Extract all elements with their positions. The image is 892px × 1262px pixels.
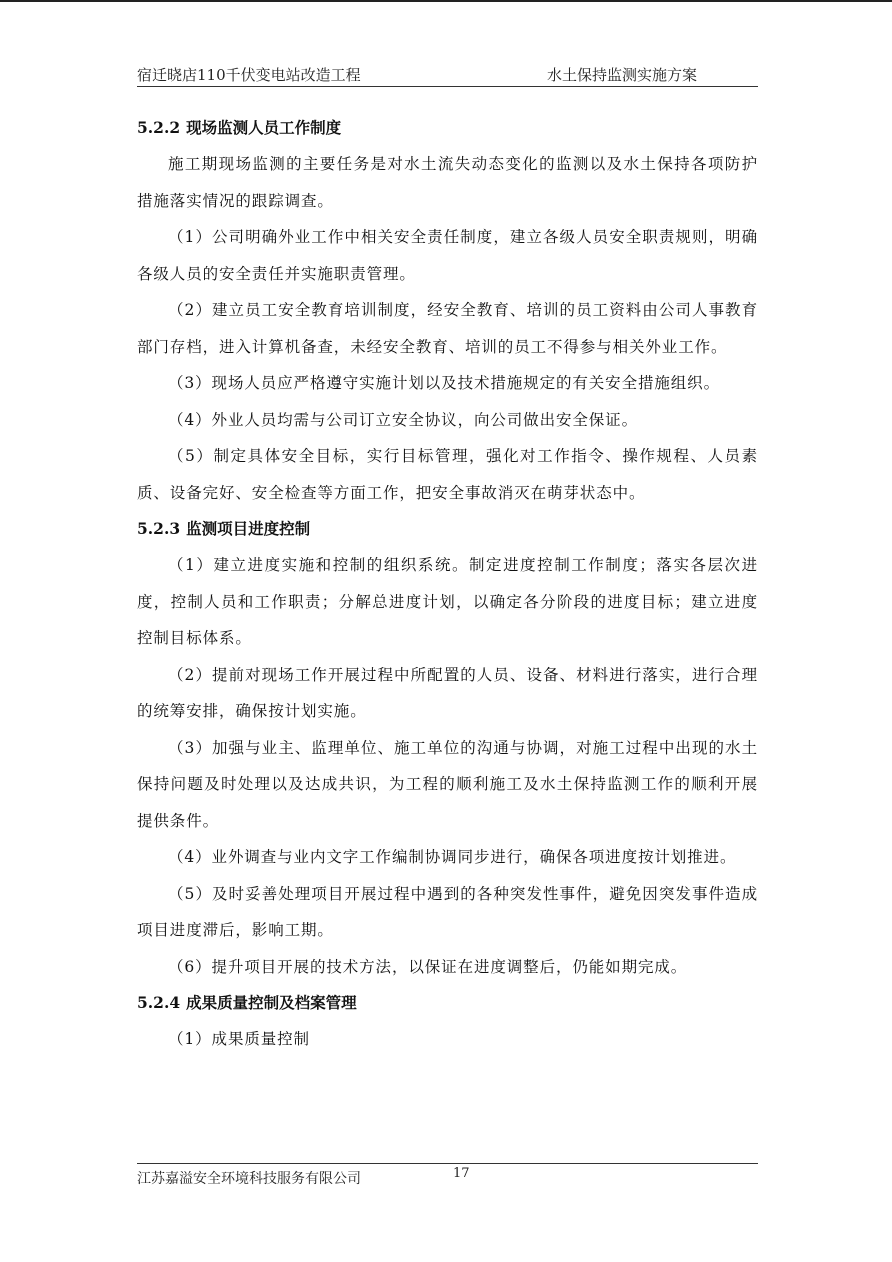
section-title: 现场监测人员工作制度: [186, 118, 342, 137]
paragraph: （1）建立进度实施和控制的组织系统。制定进度控制工作制度；落实各层次进度，控制人员和工作职责；分解总进度计划，以确定各分阶段的进度目标；建立进度控制目标体系。: [137, 556, 758, 647]
section-number: 5.2.2: [137, 118, 181, 137]
paragraph: （4）业外调查与业内文字工作编制协调同步进行，确保各项进度按计划推进。: [168, 848, 737, 866]
page-header: [137, 64, 757, 86]
section-title: 成果质量控制及档案管理: [186, 993, 357, 1012]
paragraph: （2）提前对现场工作开展过程中所配置的人员、设备、材料进行落实，进行合理的统筹安排，确保按计划实施。: [137, 665, 758, 720]
page-footer: [137, 1168, 758, 1190]
section-heading-5-2-3: [137, 511, 758, 547]
header-document-title: 水土保持监测实施方案: [547, 66, 698, 84]
section-heading-5-2-2: [137, 110, 758, 146]
paragraph: （4）外业人员均需与公司订立安全协议，向公司做出安全保证。: [168, 410, 638, 429]
section-title: 监测项目进度控制: [186, 519, 311, 538]
page-number: 17: [453, 1166, 470, 1181]
paragraph: （1）公司明确外业工作中相关安全责任制度，建立各级人员安全职责规则，明确各级人员的安全责任并实施职责管理。: [137, 228, 758, 283]
paragraph: 施工期现场监测的主要任务是对水土流失动态变化的监测以及水土保持各项防护措施落实情况的跟踪调查。: [137, 155, 758, 210]
paragraph: （5）制定具体安全目标，实行目标管理，强化对工作指令、操作规程、人员素质、设备完好、安全检查等方面工作，把安全事故消灭在萌芽状态中。: [137, 447, 758, 502]
paragraph: （6）提升项目开展的技术方法，以保证在进度调整后，仍能如期完成。: [168, 957, 688, 976]
paragraph: （2）建立员工安全教育培训制度，经安全教育、培训的员工资料由公司人事教育部门存档，进入计算机备查，未经安全教育、培训的员工不得参与相关外业工作。: [137, 301, 758, 356]
section-number: 5.2.4: [137, 993, 181, 1012]
paragraph: （3）加强与业主、监理单位、施工单位的沟通与协调，对施工过程中出现的水土保持问题及时处理以及达成共识，为工程的顺利施工及水土保持监测工作的顺利开展提供条件。: [137, 738, 758, 830]
section-number: 5.2.3: [137, 519, 181, 538]
footer-rule: [137, 1163, 758, 1164]
top-border: [0, 0, 892, 2]
paragraph: （3）现场人员应严格遵守实施计划以及技术措施规定的有关安全措施组织。: [168, 374, 720, 392]
section-heading-5-2-4: [137, 985, 758, 1021]
header-project-title: 宿迁晓店110千伏变电站改造工程: [137, 66, 361, 84]
paragraph: （5）及时妥善处理项目开展过程中遇到的各种突发性事件，避免因突发事件造成项目进度滞后，影响工期。: [137, 884, 758, 939]
header-rule: [137, 86, 758, 87]
paragraph: （1）成果质量控制: [168, 1030, 310, 1048]
footer-company-name: 江苏嘉溢安全环境科技服务有限公司: [137, 1171, 361, 1187]
document-body: [137, 110, 758, 1058]
